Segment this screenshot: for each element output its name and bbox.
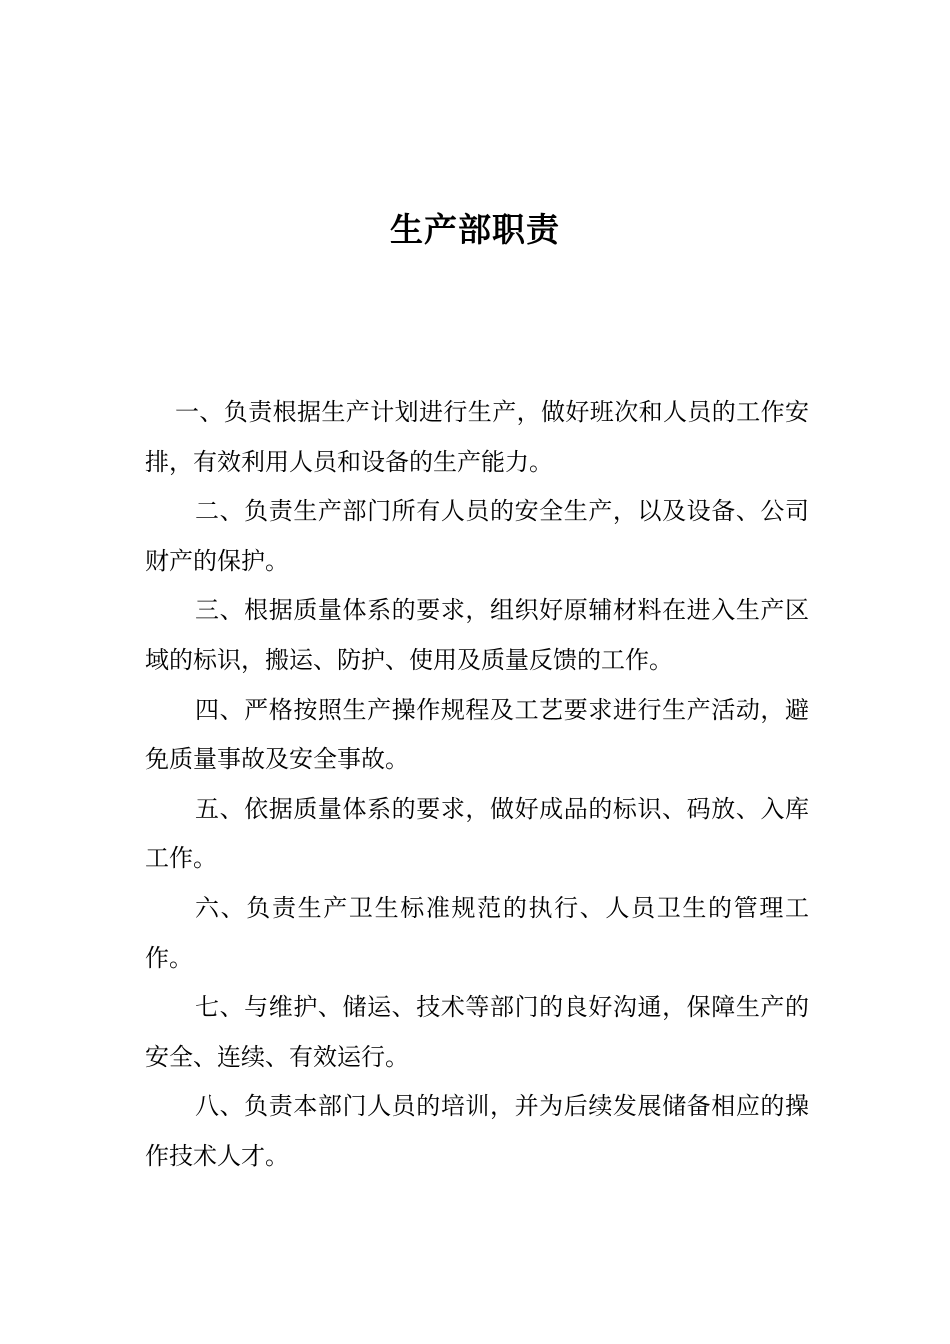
- duty-paragraph-6: 六、负责生产卫生标准规范的执行、人员卫生的管理工作。: [145, 893, 809, 972]
- document-body: [145, 388, 809, 1182]
- duty-paragraph-8: 八、负责本部门人员的培训，并为后续发展储备相应的操作技术人才。: [145, 1092, 809, 1170]
- duty-paragraph-3: 三、根据质量体系的要求，组织好原辅材料在进入生产区域的标识，搬运、防护、使用及质量反馈的工作。: [145, 596, 809, 674]
- duty-paragraph-2: 二、负责生产部门所有人员的安全生产，以及设备、公司财产的保护。: [145, 497, 809, 575]
- duty-paragraph-1: 一、负责根据生产计划进行生产，做好班次和人员的工作安排，有效利用人员和设备的生产能力。: [145, 398, 809, 476]
- duty-paragraph-7: 七、与维护、储运、技术等部门的良好沟通，保障生产的安全、连续、有效运行。: [145, 993, 809, 1071]
- duty-paragraph-4: 四、严格按照生产操作规程及工艺要求进行生产活动，避免质量事故及安全事故。: [145, 695, 809, 774]
- page-title: 生产部职责: [390, 210, 560, 249]
- duty-paragraph-5: 五、依据质量体系的要求，做好成品的标识、码放、入库工作。: [145, 794, 809, 873]
